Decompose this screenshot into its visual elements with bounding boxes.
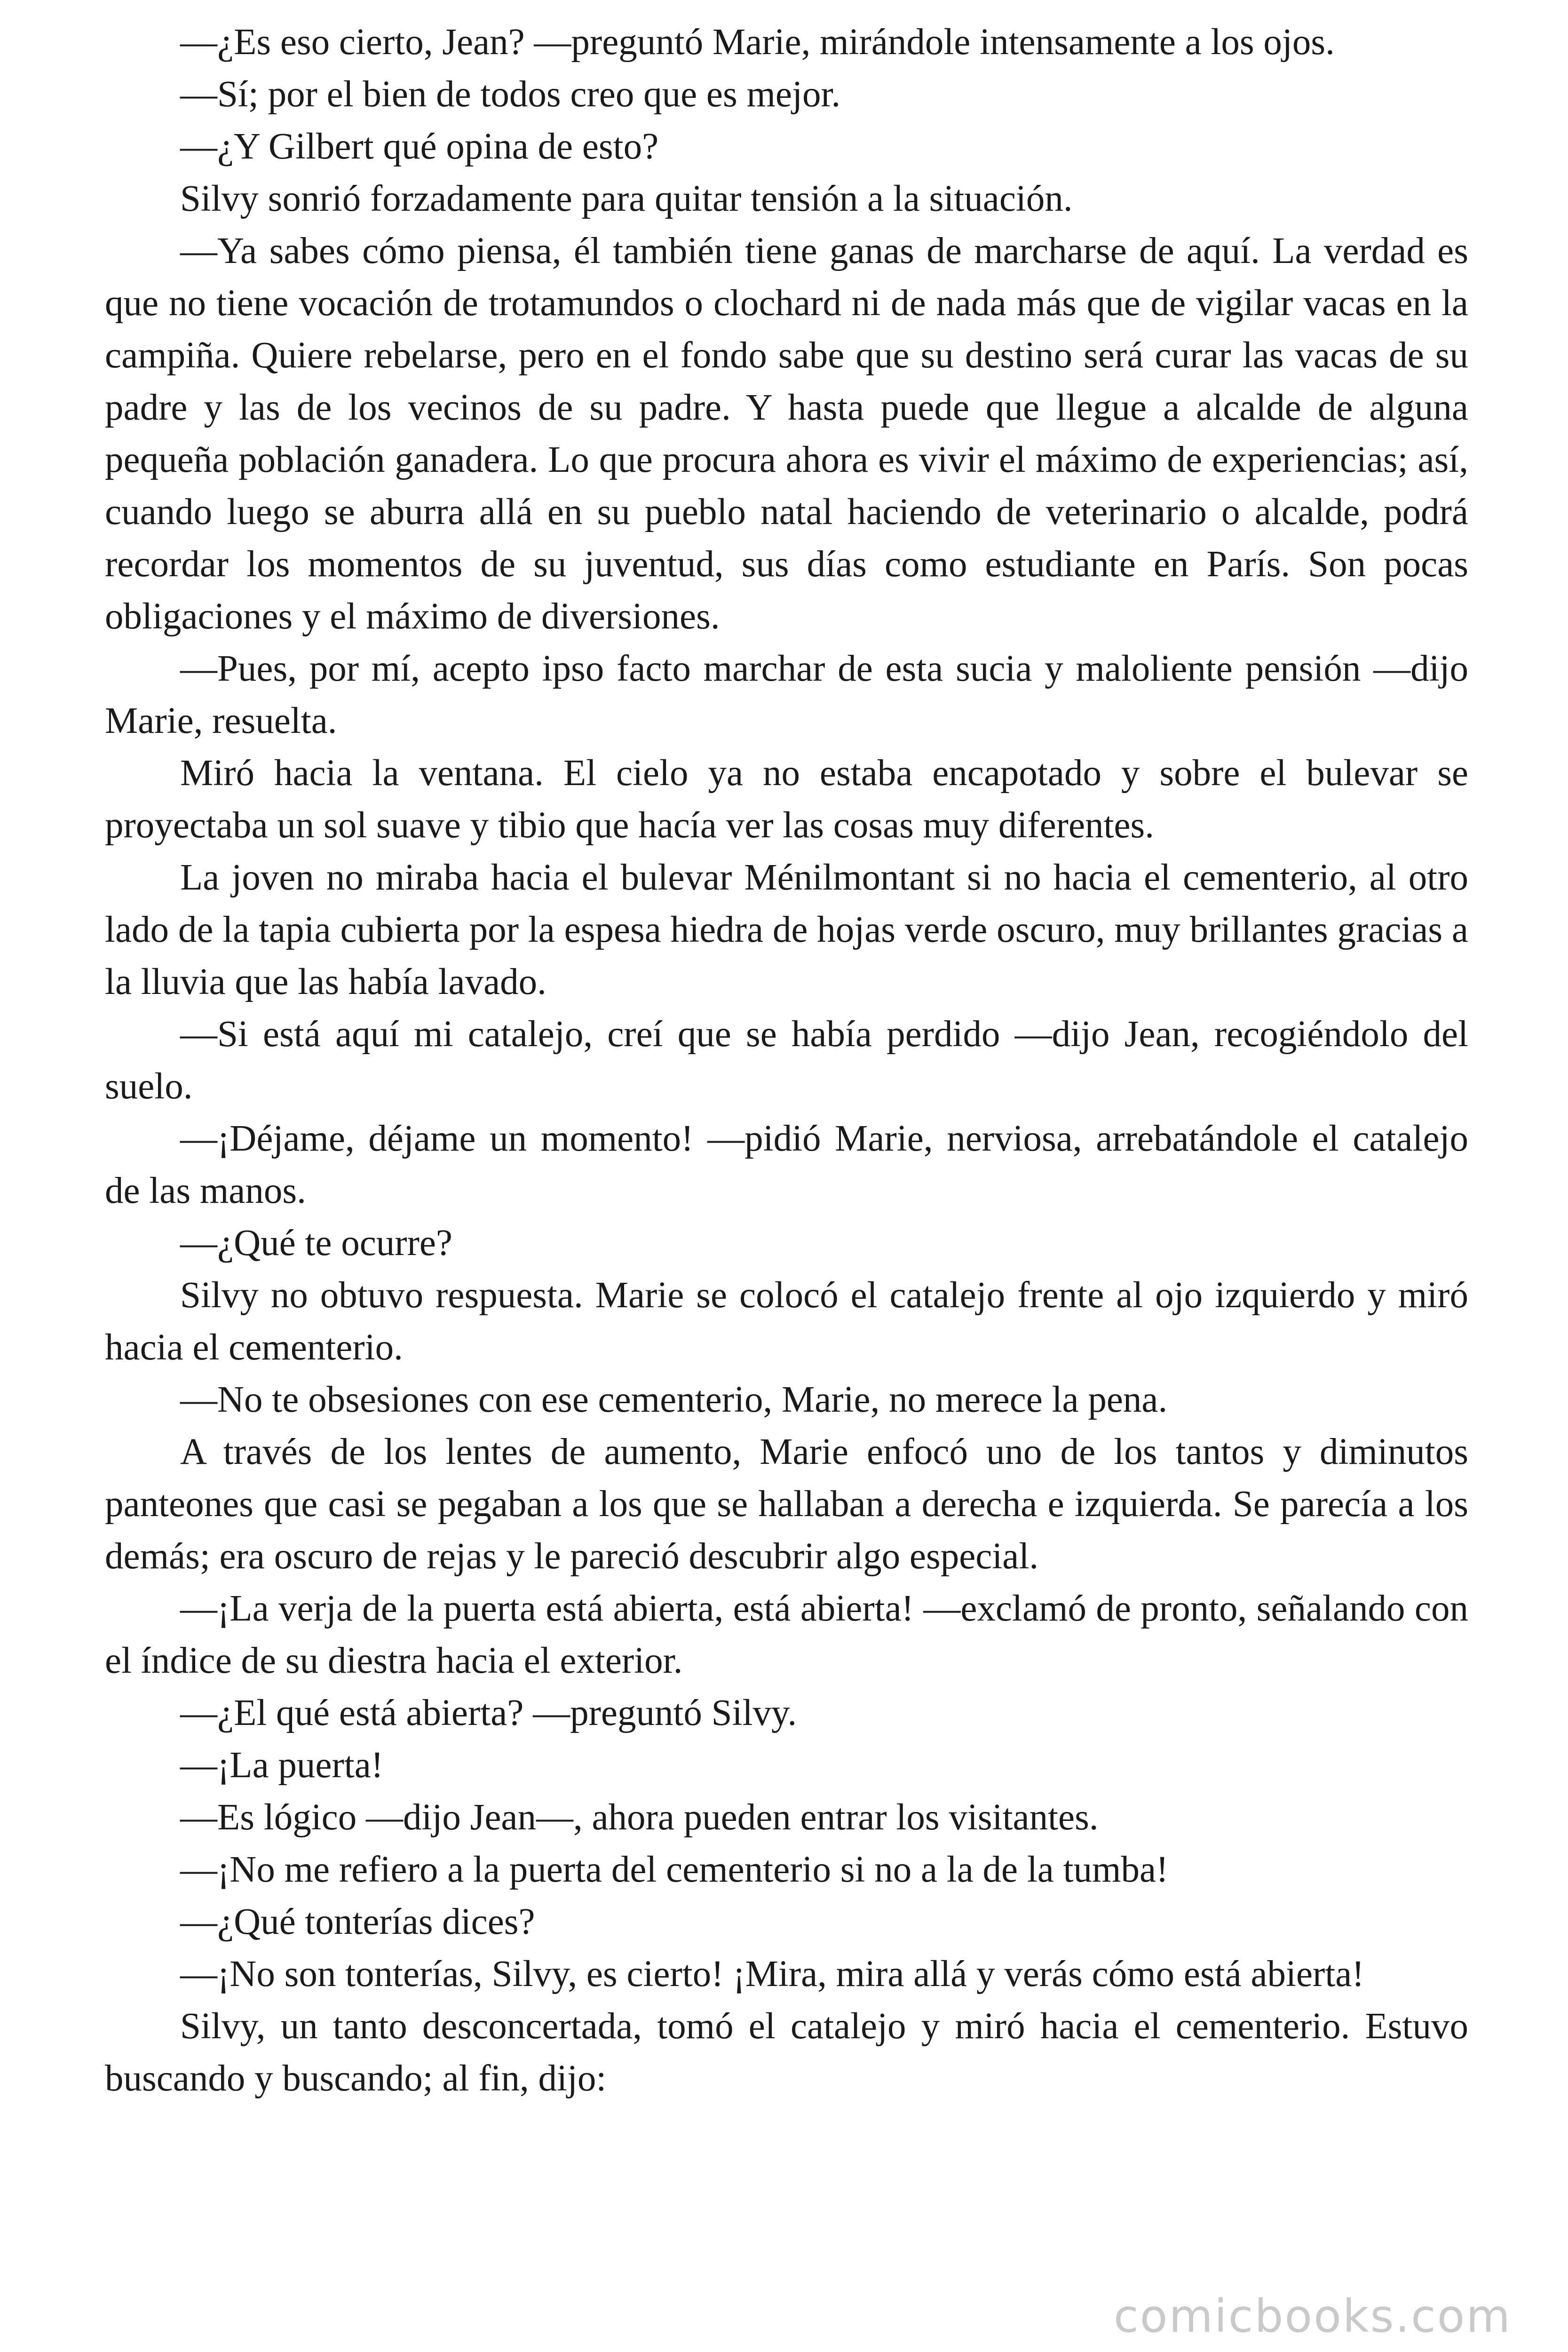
paragraph: —Ya sabes cómo piensa, él también tiene ganas de marcharse de aquí. La verdad es que no tiene vocación de trotamundos o clochard ni de nada más que de vigilar vacas en la campiña. Quiere rebelarse, pero en el fondo sabe que su destino será curar las vacas de su padre y las de los vecinos de su padre. Y hasta puede que llegue a alcalde de alguna pequeña población ganadera. Lo que procura ahora es vivir el máximo de experiencias; así, cuando luego se aburra allá en su pueblo natal haciendo de veterinario o alcalde, podrá recordar los momentos de su juventud, sus días como estudiante en París. Son pocas obligaciones y el máximo de diversiones. [105, 230, 1468, 637]
paragraph: —¿Y Gilbert qué opina de esto? [180, 126, 659, 167]
paragraph: —¿Qué tonterías dices? [180, 1901, 535, 1942]
paragraph: Silvy sonrió forzadamente para quitar tensión a la situación. [180, 178, 1073, 219]
paragraph: —¡La puerta! [180, 1745, 384, 1786]
paragraph: —¡No me refiero a la puerta del cementerio si no a la de la tumba! [180, 1849, 1169, 1890]
watermark: comicbooks.com [1113, 2290, 1512, 2343]
paragraph: Miró hacia la ventana. El cielo ya no estaba encapotado y sobre el bulevar se proyectaba un sol suave y tibio que hacía ver las cosas muy diferentes. [105, 753, 1468, 846]
paragraph: —¿Qué te ocurre? [180, 1223, 452, 1263]
paragraph: —Sí; por el bien de todos creo que es mejor. [180, 74, 841, 115]
paragraph: A través de los lentes de aumento, Marie enfocó uno de los tantos y diminutos panteones que casi se pegaban a los que se hallaban a derecha e izquierda. Se parecía a los demás; era oscuro de rejas y le pareció descubrir algo especial. [105, 1431, 1468, 1577]
paragraph: —¡No son tonterías, Silvy, es cierto! ¡Mira, mira allá y verás cómo está abierta! [180, 1954, 1364, 1994]
paragraph: —¡Déjame, déjame un momento! —pidió Marie, nerviosa, arrebatándole el catalejo de las manos. [105, 1118, 1468, 1211]
paragraph: —Pues, por mí, acepto ipso facto marchar de esta sucia y maloliente pensión —dijo Marie, resuelta. [105, 648, 1468, 741]
paragraph: —No te obsesiones con ese cementerio, Marie, no merece la pena. [180, 1379, 1168, 1420]
paragraph: —¡La verja de la puerta está abierta, está abierta! —exclamó de pronto, señalando con el índice de su diestra hacia el exterior. [105, 1588, 1468, 1681]
paragraph: Silvy, un tanto desconcertada, tomó el catalejo y miró hacia el cementerio. Estuvo buscando y buscando; al fin, dijo: [105, 2006, 1468, 2099]
paragraph: —Es lógico —dijo Jean—, ahora pueden entrar los visitantes. [180, 1797, 1099, 1838]
paragraph: La joven no miraba hacia el bulevar Ménilmontant si no hacia el cementerio, al otro lado de la tapia cubierta por la espesa hiedra de hojas verde oscuro, muy brillantes gracias a la lluvia que las había lavado. [105, 857, 1468, 1002]
book-page-text [105, 16, 1468, 2105]
paragraph: —¿El qué está abierta? —preguntó Silvy. [180, 1692, 797, 1733]
paragraph: Silvy no obtuvo respuesta. Marie se colocó el catalejo frente al ojo izquierdo y miró hacia el cementerio. [105, 1275, 1468, 1368]
paragraph: —¿Es eso cierto, Jean? —preguntó Marie, mirándole intensamente a los ojos. [180, 22, 1335, 63]
paragraph: —Si está aquí mi catalejo, creí que se había perdido —dijo Jean, recogiéndolo del suelo. [105, 1014, 1468, 1107]
